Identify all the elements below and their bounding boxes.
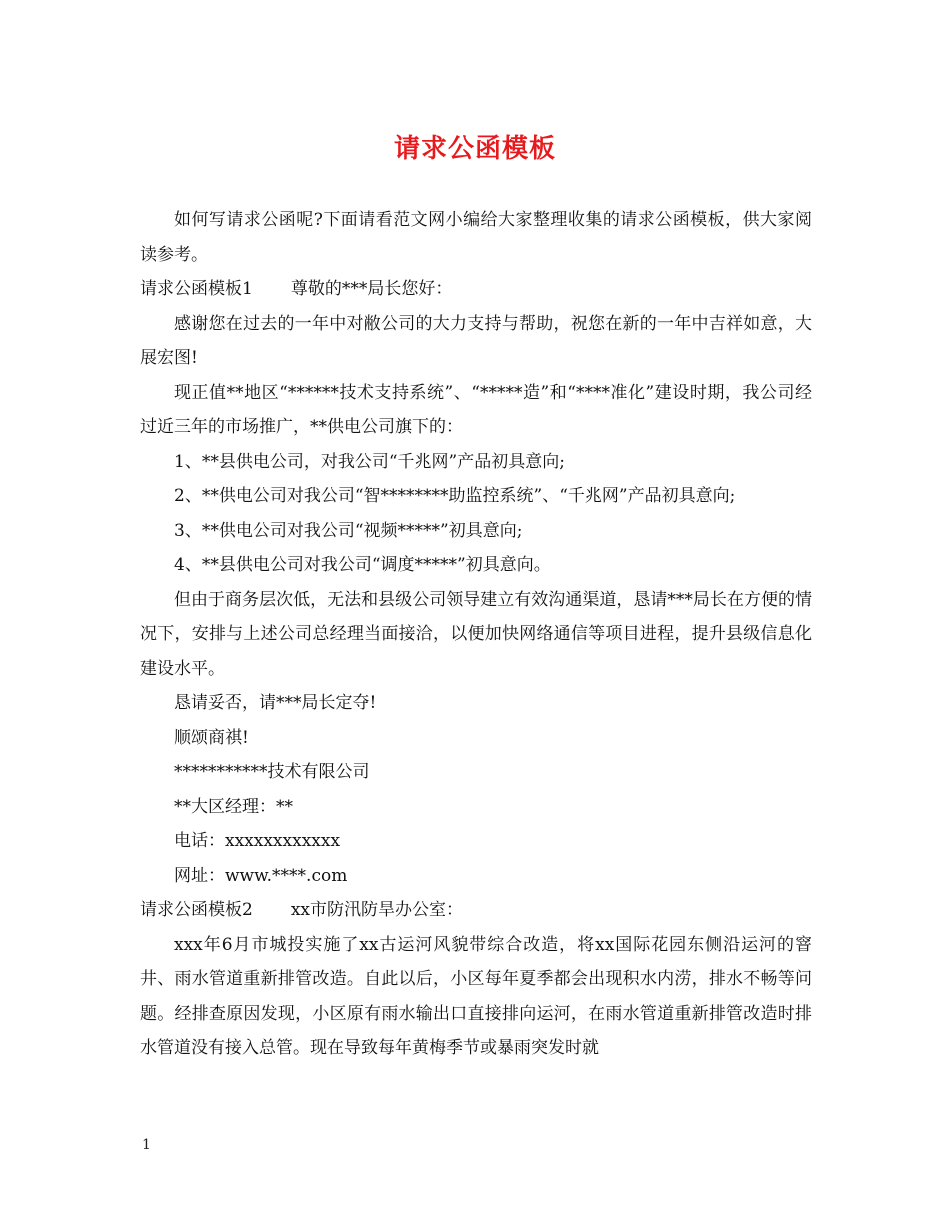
salutation: 尊敬的***局长您好：: [290, 279, 453, 299]
paragraph-flood: xxx年6月市城投实施了xx古运河风貌带综合改造，将xx国际花园东侧沿运河的窨井、雨水管道重新排管改造。自此以后，小区每年夏季都会出现积水内涝，排水不畅等问题。经排查原因发现，小区原有雨水输出口直接排向运河，在雨水管道重新排管改造时排水管道没有接入总管。现在导致每年黄梅季节或暴雨突发时就: [140, 934, 812, 1058]
salutation: xx市防汛防旱办公室：: [290, 900, 464, 920]
list-item-1: 1、**县供电公司，对我公司“千兆网”产品初具意向;: [174, 451, 565, 472]
section-label: 请求公函模板1: [140, 279, 253, 299]
paragraph-thanks: 感谢您在过去的一年中对敝公司的大力支持与帮助，祝您在新的一年中吉祥如意，大展宏图!: [140, 313, 812, 368]
section-heading-template-2: [140, 893, 812, 928]
signature-manager: **大区经理：**: [174, 796, 293, 817]
paragraph-request: 但由于商务层次低，无法和县级公司领导建立有效沟通渠道，恳请***局长在方便的情况下，安排与上述公司总经理当面接洽，以便加快网络通信等项目进程，提升县级信息化建设水平。: [140, 589, 812, 679]
section-heading-template-1: [140, 272, 812, 307]
paragraph-closing: 恳请妥否，请***局长定夺!: [174, 693, 377, 713]
paragraph-context: 现正值**地区“******技术支持系统”、“*****造”和“****准化”建设时期，我公司经过近三年的市场推广，**供电公司旗下的：: [140, 382, 812, 437]
list-item-4: 4、**县供电公司对我公司“调度*****”初具意向。: [174, 555, 551, 575]
page-number: 1: [142, 1137, 151, 1153]
document-title: 请求公函模板: [393, 134, 556, 164]
list-item-2: 2、**供电公司对我公司“智********助监控系统”、“千兆网”产品初具意向;: [174, 486, 736, 506]
signature-website: 网址：www.****.com: [174, 865, 348, 886]
section-label: 请求公函模板2: [140, 900, 253, 920]
list-item-3: 3、**供电公司对我公司“视频*****”初具意向;: [174, 520, 523, 541]
paragraph-intro: 如何写请求公函呢?下面请看范文网小编给大家整理收集的请求公函模板，供大家阅读参考。: [140, 210, 812, 265]
document-body: [140, 203, 812, 1066]
paragraph-regards: 顺颂商祺!: [174, 727, 249, 748]
signature-phone: 电话：xxxxxxxxxxxx: [174, 831, 341, 851]
signature-company: ***********技术有限公司: [174, 762, 370, 782]
